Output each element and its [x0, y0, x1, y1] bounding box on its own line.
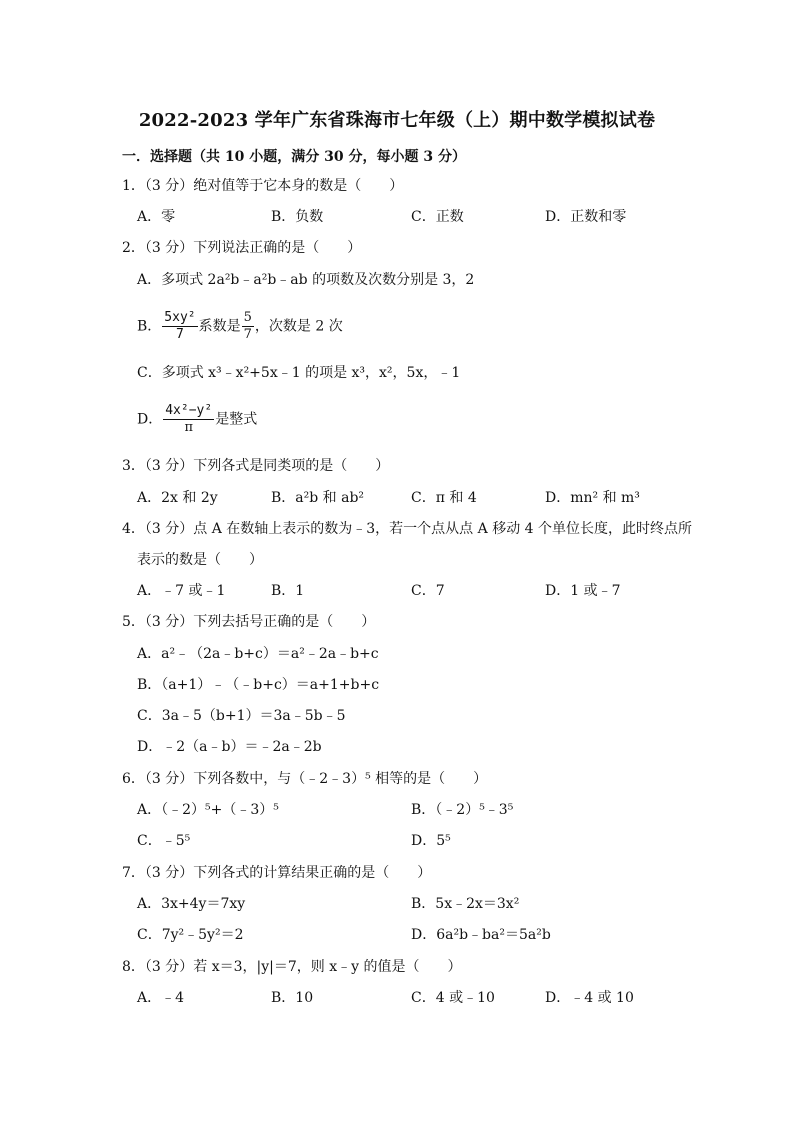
question-5-option-a: A．a²﹣（2a﹣b+c）＝a²﹣2a﹣b+c — [137, 646, 379, 662]
question-8-option-a: A．﹣4 — [137, 990, 185, 1006]
question-3-option-a: A．2x 和 2y — [137, 490, 218, 506]
question-5-option-d: D．﹣2（a﹣b）＝﹣2a﹣2b — [137, 739, 322, 755]
question-2-option-c: C．多项式 x³﹣x²+5x﹣1 的项是 x³，x²，5x，﹣1 — [137, 365, 461, 381]
question-6-stem: 6．（3 分）下列各数中，与（﹣2﹣3）⁵ 相等的是（ ） — [122, 771, 488, 787]
question-5-option-c: C．3a﹣5（b+1）＝3a﹣5b﹣5 — [137, 708, 346, 724]
question-2-option-d — [137, 403, 257, 436]
question-5-option-b: B．（a+1）﹣（﹣b+c）＝a+1+b+c — [137, 677, 380, 693]
fraction-denominator: π — [184, 420, 193, 435]
question-2-option-b — [137, 310, 343, 343]
question-7-option-c: C．7y²﹣5y²＝2 — [137, 927, 244, 943]
question-1-option-c: C．正数 — [411, 209, 464, 225]
question-6-option-b: B．（﹣2）⁵﹣3⁵ — [411, 802, 514, 818]
page-title: 2022-2023 学年广东省珠海市七年级（上）期中数学模拟试卷 — [138, 110, 656, 131]
question-1-option-d: D．正数和零 — [545, 209, 627, 225]
question-3-option-c: C．π 和 4 — [411, 490, 477, 506]
question-6-option-a: A．（﹣2）⁵+（﹣3）⁵ — [137, 802, 279, 818]
question-2-option-d-prefix: D． — [137, 411, 163, 428]
question-2-option-b-suffix: ，次数是 2 次 — [254, 318, 343, 335]
question-4-option-b: B．1 — [271, 583, 305, 599]
question-3-option-b: B．a²b 和 ab² — [271, 490, 365, 506]
fraction-numerator: 4x²−y² — [165, 403, 213, 418]
question-4-option-d: D．1 或﹣7 — [545, 583, 621, 599]
question-3-stem: 3．（3 分）下列各式是同类项的是（ ） — [122, 458, 390, 474]
question-2-option-d-suffix: 是整式 — [215, 411, 258, 428]
question-4-option-c: C．7 — [411, 583, 445, 599]
fraction-denominator: 7 — [176, 327, 184, 342]
question-1-stem: 1．（3 分）绝对值等于它本身的数是（ ） — [122, 178, 404, 194]
question-7-option-b: B．5x﹣2x＝3x² — [411, 896, 520, 912]
section-heading: 一．选择题（共 10 小题，满分 30 分，每小题 3 分） — [122, 149, 466, 165]
question-4-stem-line-1: 4．（3 分）点 A 在数轴上表示的数为﹣3，若一个点从点 A 移动 4 个单位长度，此时终点所 — [122, 521, 692, 537]
question-6-option-c: C．﹣5⁵ — [137, 833, 191, 849]
question-5-stem: 5．（3 分）下列去括号正确的是（ ） — [122, 614, 376, 630]
question-2-option-b-mid: 系数是 — [198, 318, 241, 335]
question-1-option-a: A．零 — [137, 209, 176, 225]
question-8-option-d: D．﹣4 或 10 — [545, 990, 634, 1006]
fraction-denominator: 7 — [243, 327, 252, 342]
fraction-numerator: 5 — [243, 310, 252, 325]
question-2-stem: 2．（3 分）下列说法正确的是（ ） — [122, 240, 362, 256]
question-3-option-d: D．mn² 和 m³ — [545, 490, 640, 506]
question-4-stem-line-2: 表示的数是（ ） — [137, 552, 263, 568]
question-1-option-b: B．负数 — [271, 209, 324, 225]
fraction — [163, 403, 214, 436]
question-2-option-a: A．多项式 2a²b﹣a²b﹣ab 的项数及次数分别是 3，2 — [137, 272, 475, 288]
fraction-numerator: 5xy² — [164, 310, 196, 325]
question-7-stem: 7．（3 分）下列各式的计算结果正确的是（ ） — [122, 865, 432, 881]
fraction — [162, 310, 197, 343]
question-6-option-d: D．5⁵ — [411, 833, 451, 849]
question-8-option-b: B．10 — [271, 990, 314, 1006]
question-7-option-d: D．6a²b﹣ba²＝5a²b — [411, 927, 551, 943]
question-8-option-c: C．4 或﹣10 — [411, 990, 495, 1006]
question-8-stem: 8．（3 分）若 x＝3，|y|＝7，则 x﹣y 的值是（ ） — [122, 959, 462, 975]
question-7-option-a: A．3x+4y＝7xy — [137, 896, 246, 912]
fraction — [242, 310, 254, 343]
question-2-option-b-prefix: B． — [137, 318, 162, 335]
question-4-option-a: A．﹣7 或﹣1 — [137, 583, 226, 599]
